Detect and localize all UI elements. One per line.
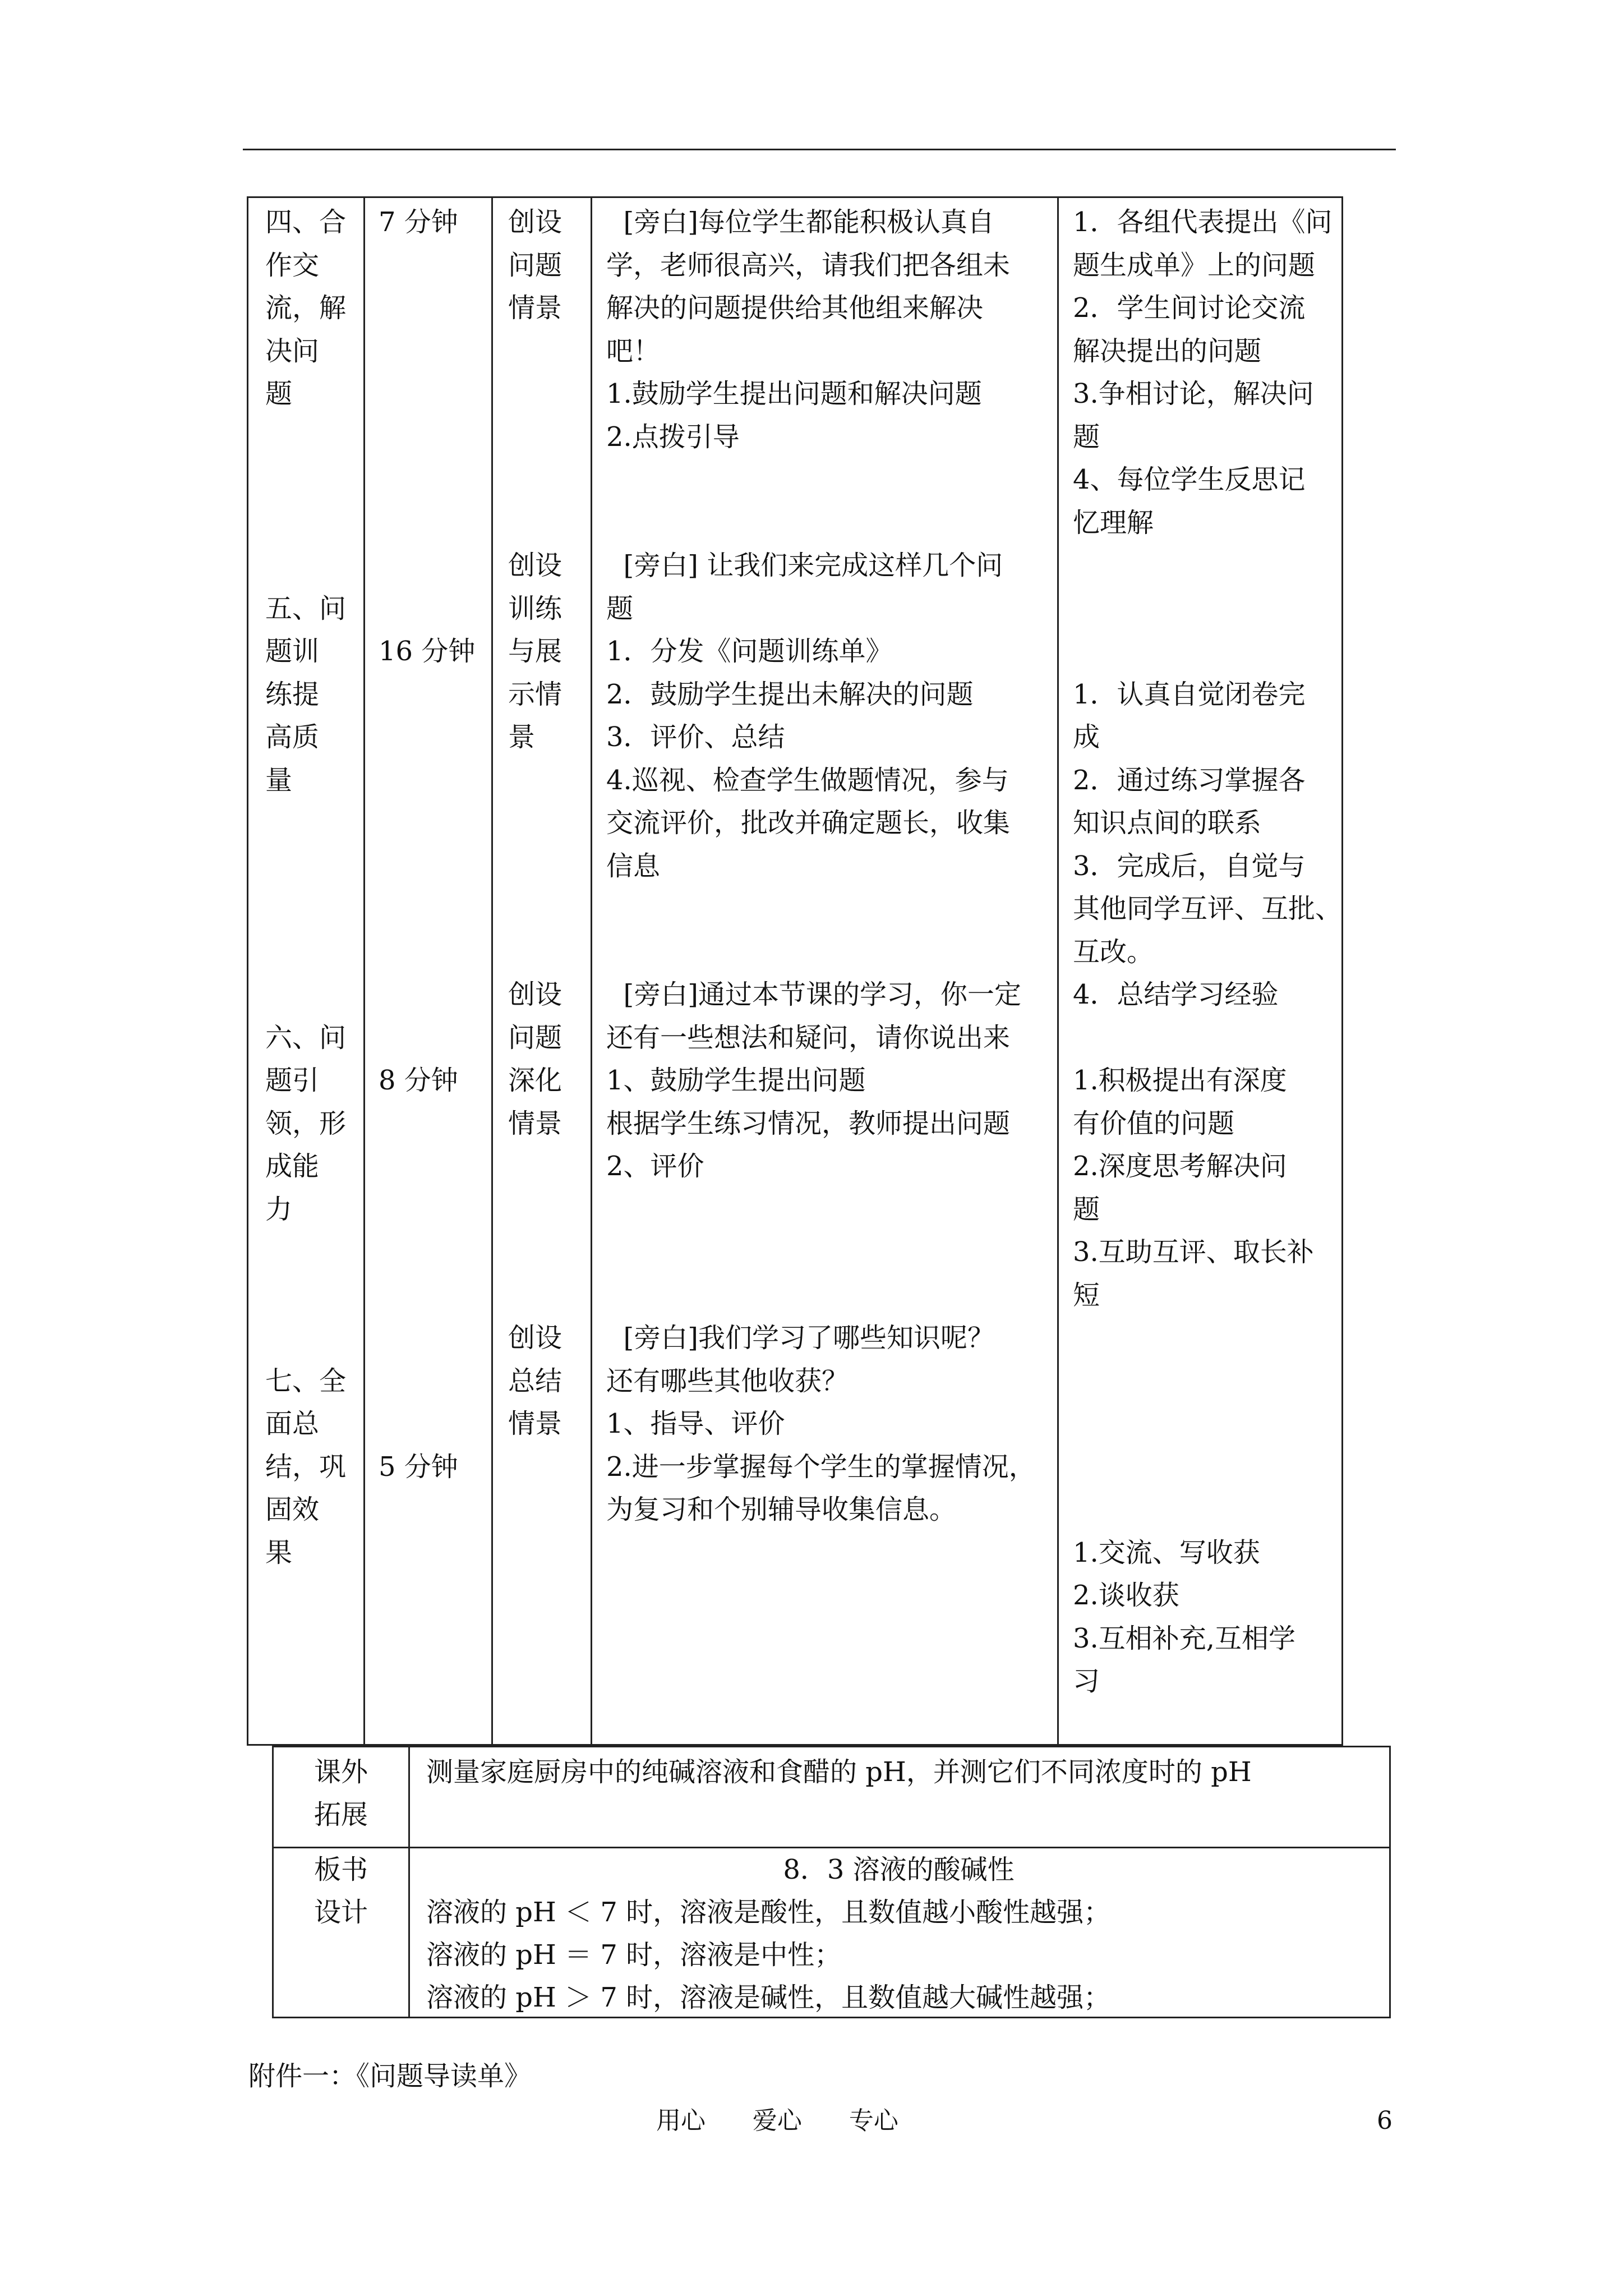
- extension-label: 拓展: [313, 1799, 368, 1830]
- column-divider: [1057, 198, 1059, 1744]
- footer-motto: 用心 爱心 专心: [656, 2106, 898, 2135]
- scenario-column: 创设 问题 情景 创设 训练 与展 示情 景 创设 问题 深化 情景 创设 总结 情景: [508, 206, 562, 1439]
- board-line: 溶液的 pH ＜ 7 时，溶液是酸性，且数值越小酸性越强；: [426, 1897, 1111, 1928]
- board-label: 板书: [313, 1854, 368, 1885]
- appendix-note: 附件一：《问题导读单》: [248, 2060, 532, 2092]
- board-line: 溶液的 pH ＞ 7 时，溶液是碱性，且数值越大碱性越强；: [426, 1982, 1111, 2013]
- board-line: 溶液的 pH ＝ 7 时，溶液是中性；: [426, 1939, 842, 1971]
- header-rule: [243, 149, 1396, 150]
- extension-content: 测量家庭厨房中的纯碱溶液和食醋的 pH，并测它们不同浓度时的 pH: [426, 1756, 1252, 1788]
- stage-column: 四、合 作交 流，解 决问 题 五、问 题训 练提 高质 量 六、问 题引 领，形 成能 力 七、全 面总 结，巩 固效 果: [265, 206, 347, 1568]
- teacher-activity-column: [旁白]每位学生都能积极认真自 学，老师很高兴，请我们把各组未 解决的问题提供给其他组来解决 吧！ 1.鼓励学生提出问题和解决问题 2.点拨引导 [旁白] 让我们来完成这样几个问 题 1．分发《问题训练单》 2．鼓励学生提出未解决的问题 3．评价、总结 4.巡视、检查学生做题情况，参与 交流评价，批改并确定题长，收集 信息 [旁白]通过本节课的学习，你一定 还有一些想法和疑问，请你说出来 1、鼓励学生提出问题 根据学生练习情况，教师提出问题 2、评价 [旁白]我们学习了哪些知识呢？ 还有哪些其他收获？ 1、指导、评价 2.进一步掌握每个学生的掌握情况， 为复习和个别辅导收集信息。: [606, 206, 1036, 1525]
- lesson-plan-table: [247, 196, 1343, 1746]
- board-label: 设计: [313, 1897, 368, 1928]
- duration-column: 7 分钟 16 分钟 8 分钟 5 分钟: [379, 206, 476, 1483]
- student-activity-column: 1．各组代表提出《问 题生成单》上的问题 2．学生间讨论交流 解决提出的问题 3.争相讨论，解决问 题 4、每位学生反思记 忆理解 1．认真自觉闭卷完 成 2．通过练习掌握各 知识点间的联系 3．完成后，自觉与 其他同学互评、互批、 互改。 4．总结学习经验 1.积极提出有深度 有价值的问题 2.深度思考解决问 题 3.互助互评、取长补 短 1.交流、写收获 2.谈收获 3.互相补充,互相学 习: [1073, 206, 1343, 1697]
- column-divider: [363, 198, 365, 1744]
- board-title: 8．3 溶液的酸碱性: [783, 1854, 1015, 1885]
- page-number: 6: [1377, 2106, 1393, 2135]
- column-divider: [591, 198, 592, 1744]
- column-divider: [491, 198, 493, 1744]
- summary-table: [272, 1746, 1391, 2018]
- extension-label: 课外: [313, 1756, 368, 1788]
